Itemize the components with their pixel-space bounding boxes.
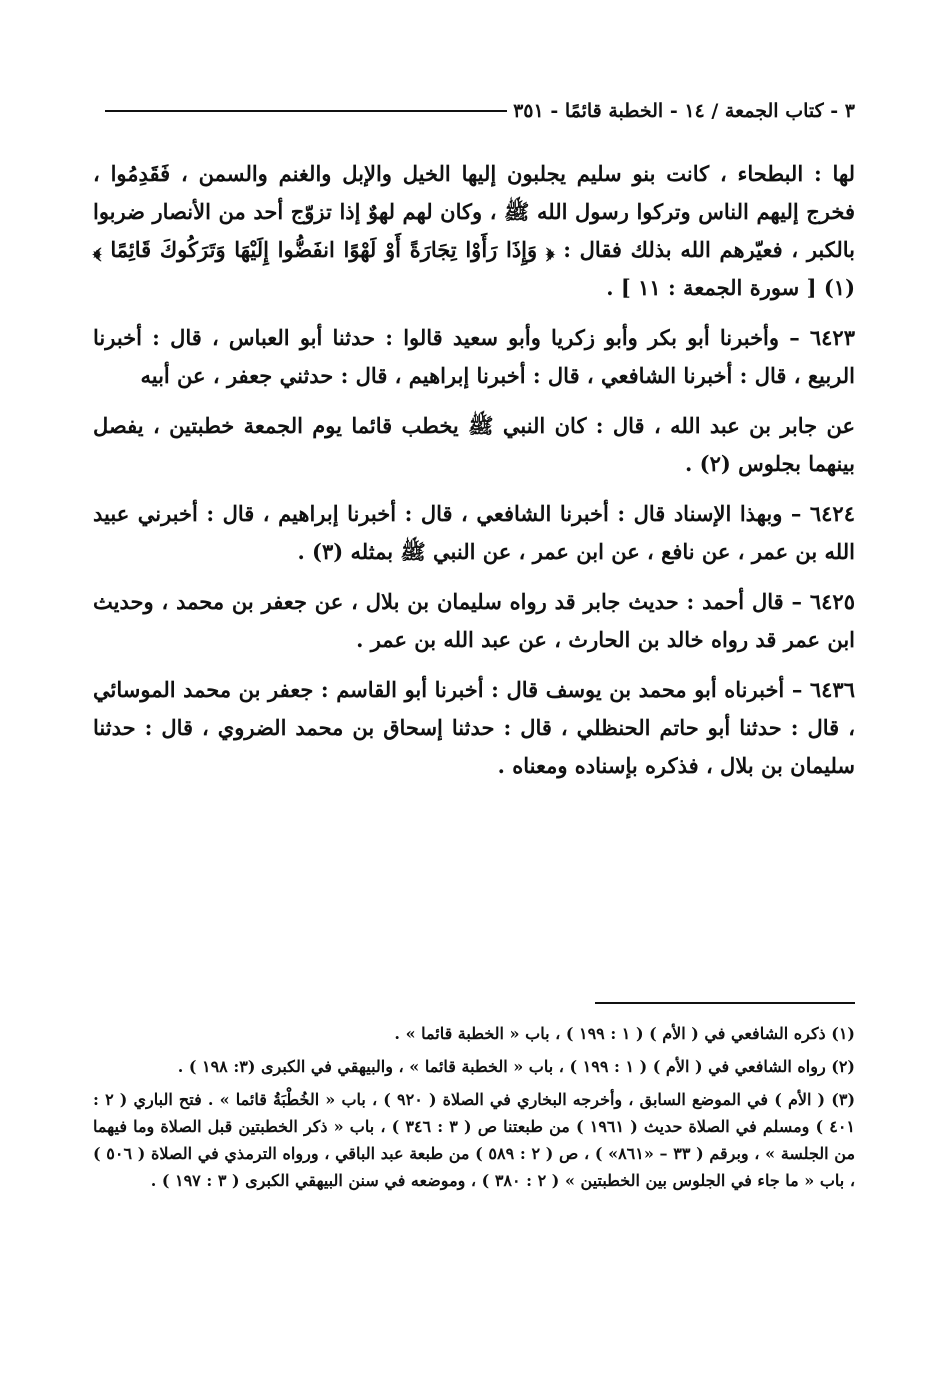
paragraph-hadith-6436: ٦٤٣٦ – أخبرناه أبو محمد بن يوسف قال : أخبرنا أبو القاسم : جعفر بن محمد الموسائي ، قال : حدثنا أبو حاتم الحنظلي ، قال : حدثنا إسحاق بن محمد الضروي ، قال : حدثنا سليمان بن بلال ، فذكره بإسناده ومعناه . — [93, 677, 855, 778]
paragraph-hadith-6425: ٦٤٢٥ – قال أحمد : حديث جابر قد رواه سليمان بن بلال ، عن جعفر بن محمد ، وحديث ابن عمر قد رواه خالد بن الحارث ، عن عبد الله بن عمر . — [93, 589, 855, 652]
paragraph-quran-context: لها : البطحاء ، كانت بنو سليم يجلبون إليها الخيل والإبل والغنم والسمن ، فَقَدِمُوا ، فخرج إليهم الناس وتركوا رسول الله ﷺ ، وكان لهم لهوٌ إذا تزوّج أحد من الأنصار ضربوا بالكبر ، فعيّرهم الله بذلك فقال : ﴿ وَإِذَا رَأَوْا تِجَارَةً أَوْ لَهْوًا انفَضُّوا إِلَيْهَا وَتَرَكُوكَ قَائِمًا ﴾ (١) [ سورة الجمعة : ١١ ] . — [93, 161, 855, 300]
paragraph-hadith-6423-matn: عن جابر بن عبد الله ، قال : كان النبي ﷺ يخطب قائما يوم الجمعة خطبتين ، يفصل بينهما بجلوس (٢) . — [93, 413, 855, 476]
paragraph-hadith-6423-isnad: ٦٤٢٣ – وأخبرنا أبو بكر وأبو زكريا وأبو سعيد قالوا : حدثنا أبو العباس ، قال : أخبرنا الربيع ، قال : أخبرنا الشافعي ، قال : أخبرنا إبراهيم ، قال : حدثني جعفر ، عن أبيه — [93, 325, 855, 388]
running-title: ٣ - كتاب الجمعة / ١٤ - الخطبة قائمًا - ٣٥١ — [513, 100, 855, 122]
footnote-rule — [595, 1002, 855, 1004]
header-rule — [105, 110, 507, 112]
footnote-1: (١) ذكره الشافعي في ( الأم ) ( ١ : ١٩٩ ) ، باب « الخطبة قائما » . — [394, 1024, 855, 1043]
footnotes — [93, 1020, 855, 1200]
footnote-3: (٣) ( الأم ) في الموضع السابق ، وأخرجه البخاري في الصلاة ( ٩٢٠ ) ، باب « الخُطْبَةُ قائما » . فتح الباري ( ٢ : ٤٠١ ) ومسلم في الصلاة حديث ( ١٩٦١ ) من طبعتنا ص ( ٣ : ٣٤٦ ) ، باب « ذكر الخطبتين قبل الصلاة وما فيهما من الجلسة » ، وبرقم ( ٣٣ – «٨٦١» ) ، ص ( ٢ : ٥٨٩ ) من طبعة عبد الباقي ، ورواه الترمذي في الصلاة ( ٥٠٦ ) ، باب « ما جاء في الجلوس بين الخطبتين » ( ٢ : ٣٨٠ ) ، وموضعه في سنن البيهقي الكبرى ( ٣ : ١٩٧ ) . — [93, 1090, 856, 1190]
main-text — [93, 155, 855, 797]
running-header — [95, 94, 855, 128]
footnote-2: (٢) رواه الشافعي في ( الأم ) ( ١ : ١٩٩ ) ، باب « الخطبة قائما » ، والبيهقي في الكبرى (٣: ١٩٨ ) . — [177, 1057, 855, 1076]
paragraph-hadith-6424: ٦٤٢٤ – وبهذا الإسناد قال : أخبرنا الشافعي ، قال : أخبرنا إبراهيم ، قال : أخبرني عبيد الله بن عمر ، عن نافع ، عن ابن عمر ، عن النبي ﷺ بمثله (٣) . — [93, 501, 855, 564]
